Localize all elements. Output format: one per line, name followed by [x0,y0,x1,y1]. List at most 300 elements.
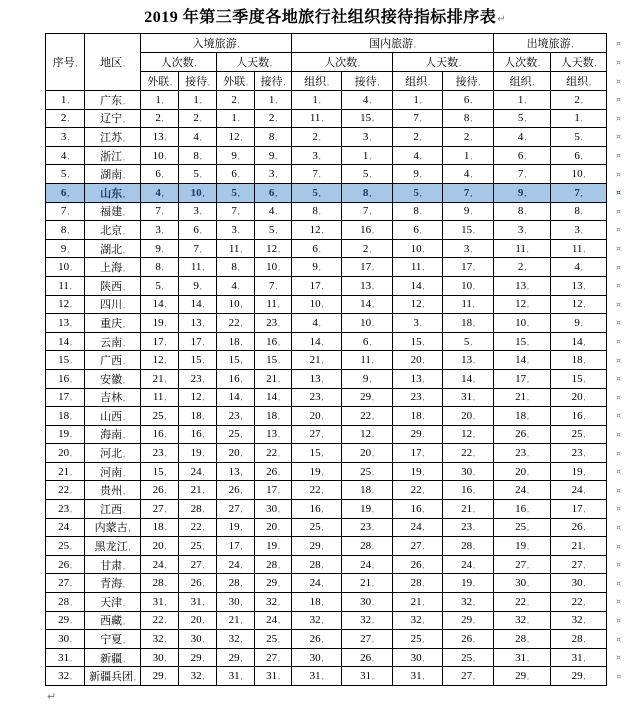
cell-mark: , [583,375,586,384]
cell-mark: , [372,654,374,663]
serial-cell: 14, [46,332,85,351]
cell-mark: , [278,357,280,366]
cell-mark: , [419,171,422,180]
rank-cell: 17, [255,481,292,500]
rank-cell: 30, [217,593,255,612]
rank-cell: 25, [494,518,551,537]
rank-cell: 29, [292,537,342,556]
rank-cell: 22, [342,407,393,426]
table-row [46,518,631,537]
cell-mark: , [70,319,72,328]
cell-mark: , [422,636,425,645]
cell-mark: , [527,543,529,552]
rank-cell: 3, [494,221,551,240]
cell-mark: , [202,636,205,645]
cell-mark: , [123,618,125,627]
cell-mark: , [237,171,240,180]
end-of-row-mark: ¤ [615,38,622,48]
cell-mark: , [524,171,527,180]
rank-cell: 16, [494,500,551,519]
rank-cell: 17, [494,369,551,388]
rank-cell: 31, [179,593,217,612]
rank-cell: 15, [494,332,551,351]
serial-cell: 2, [46,109,85,128]
rank-cell: 24, [292,574,342,593]
rank-cell: 9, [179,276,217,295]
cell-mark: , [123,599,125,608]
rank-cell: 17, [342,258,393,277]
cell-mark: , [327,79,329,87]
header-group-outbound: 出境旅游, [494,34,607,53]
cell-mark: , [422,598,425,607]
rank-cell: 12, [292,221,342,240]
rank-cell: 6, [342,332,393,351]
table-body [46,91,631,686]
cell-mark: , [422,431,425,440]
cell-mark: , [164,673,167,682]
cell-mark: , [278,654,280,663]
cell-mark: , [473,282,475,291]
cell-mark: , [473,431,475,440]
cell-mark: , [123,227,125,236]
rank-cell: 15, [292,444,342,463]
cell-mark: , [372,319,374,328]
cell-mark: , [583,171,586,180]
cell-mark: , [275,171,278,180]
cell-mark: , [202,189,205,198]
cell-mark: , [123,488,125,497]
cell-mark: , [278,524,280,533]
rank-cell: 31, [393,667,443,686]
region-cell: 海南, [85,425,141,444]
cell-mark: , [422,357,425,366]
cell-mark: , [69,282,72,291]
cell-mark: , [278,468,280,477]
cell-mark: , [580,152,583,161]
cell-mark: , [70,357,72,366]
serial-cell: 12, [46,295,85,314]
rank-cell: 7, [217,202,255,221]
rank-cell: 3, [393,314,443,333]
cell-mark: , [123,97,125,106]
serial-cell: 27, [46,574,85,593]
rank-cell: 31, [494,648,551,667]
rank-cell: 12, [494,295,551,314]
rank-cell: 32, [551,611,607,630]
rank-cell: 24, [217,555,255,574]
cell-mark: , [372,301,374,310]
ranking-table [45,33,631,686]
rank-cell: 18, [255,407,292,426]
cell-mark: , [321,561,324,570]
rank-cell: 12, [393,295,443,314]
cell-mark: , [473,226,475,235]
rank-cell: 7, [494,165,551,184]
cell-mark: , [70,301,72,310]
cell-mark: , [67,115,70,124]
serial-cell: 23, [46,500,85,519]
rank-cell: 10, [494,314,551,333]
end-of-row-mark: ¤ [615,504,622,514]
cell-mark: , [369,245,372,254]
rank-cell: 29, [443,611,494,630]
table-row [46,91,631,110]
cell-mark: , [202,264,205,273]
serial-cell: 1, [46,91,85,110]
cell-mark: , [202,450,205,459]
rank-cell: 14, [551,332,607,351]
rank-cell: 22, [443,444,494,463]
table-row [46,630,631,649]
end-of-row-mark: ¤ [615,522,622,532]
rank-cell: 26, [551,518,607,537]
cell-mark: , [75,60,78,68]
table-row [46,425,631,444]
end-of-row-mark: ¤ [615,560,622,570]
cell-mark: , [237,115,240,124]
end-of-row-mark: ¤ [615,262,622,272]
end-of-row-mark: ¤ [615,225,622,235]
cell-mark: , [275,133,278,142]
rank-cell: 25, [179,537,217,556]
cell-mark: , [583,636,586,645]
cell-mark: , [583,617,586,626]
rank-cell: 8, [393,202,443,221]
cell-mark: , [524,226,527,235]
cell-mark: , [128,544,131,553]
rank-cell: 15, [179,351,217,370]
cell-mark: , [473,468,475,477]
rank-cell: 23, [342,518,393,537]
cell-mark: , [473,673,475,682]
cell-mark: , [473,524,475,533]
rank-cell: 11, [292,109,342,128]
cell-mark: , [470,171,473,180]
cell-mark: , [240,505,243,514]
rank-cell: 9, [217,146,255,165]
rank-cell: 17, [393,444,443,463]
rank-cell: 17, [292,276,342,295]
rank-cell: 29, [141,667,179,686]
rank-cell: 23, [179,369,217,388]
cell-mark: , [202,338,205,347]
cell-mark: , [240,487,243,496]
serial-cell: 30, [46,630,85,649]
end-of-row-mark: ¤ [615,411,622,421]
cell-mark: , [275,152,278,161]
rank-cell: 30, [292,648,342,667]
region-cell: 江苏, [85,128,141,147]
cell-mark: , [123,246,125,255]
rank-cell: 32, [494,611,551,630]
cell-mark: , [161,226,164,235]
cell-mark: , [240,133,243,142]
cell-mark: , [422,282,425,291]
rank-cell: 14, [342,295,393,314]
cell-mark: , [571,41,574,49]
rank-cell: 6, [494,146,551,165]
cell-mark: , [583,561,586,570]
cell-mark: , [240,617,243,626]
region-cell: 黑龙江, [85,537,141,556]
rank-cell: 3, [255,165,292,184]
cell-mark: , [372,226,374,235]
cell-mark: , [470,208,473,217]
cell-mark: , [123,190,125,199]
rank-cell: 16, [443,481,494,500]
cell-mark: , [237,264,240,273]
cell-mark: , [208,79,210,87]
cell-mark: , [278,636,280,645]
rank-cell: 25, [342,462,393,481]
rank-cell: 28, [179,500,217,519]
cell-mark: , [321,338,324,347]
table-row [46,462,631,481]
rank-cell: 21, [342,574,393,593]
end-of-row-mark: ¤ [615,429,622,439]
cell-mark: , [372,505,374,514]
rank-cell: 19, [179,444,217,463]
region-cell: 广西, [85,351,141,370]
cell-mark: , [527,487,529,496]
end-of-row-mark: ¤ [615,392,622,402]
rank-cell: 32, [255,593,292,612]
rank-cell: 13, [393,369,443,388]
cell-mark: , [369,171,372,180]
cell-mark: , [583,301,586,310]
cell-mark: , [199,245,202,254]
rank-cell: 31, [217,667,255,686]
cell-mark: , [583,245,586,254]
region-cell: 重庆, [85,314,141,333]
rank-cell: 29, [179,648,217,667]
cell-mark: , [583,580,586,589]
cell-mark: , [422,487,425,496]
rank-cell: 5, [292,183,342,202]
table-row [46,537,631,556]
rank-cell: 30, [393,648,443,667]
cell-mark: , [318,319,321,328]
cell-mark: , [459,60,461,68]
table-row [46,555,631,574]
rank-cell: 4, [494,128,551,147]
header-metric: 外联, [217,72,255,91]
rank-cell: 12, [217,128,255,147]
cell-mark: , [202,468,205,477]
cell-mark: , [470,245,473,254]
table-row [46,109,631,128]
rank-cell: 20, [292,407,342,426]
rank-cell: 3, [141,221,179,240]
rank-cell: 24, [494,481,551,500]
header-metric: 接待, [342,72,393,91]
cell-mark: , [240,301,243,310]
cell-mark: , [161,282,164,291]
rank-cell: 30, [255,500,292,519]
cell-mark: , [419,208,422,217]
cell-mark: , [164,468,167,477]
cell-mark: , [67,96,70,105]
region-cell: 贵州, [85,481,141,500]
cell-mark: , [321,580,324,589]
rank-cell: 16, [551,407,607,426]
rank-cell: 15, [217,351,255,370]
table-row [46,314,631,333]
region-cell: 吉林, [85,388,141,407]
cell-mark: , [580,133,583,142]
cell-mark: , [372,282,374,291]
cell-mark: , [318,264,321,273]
cell-mark: , [369,375,372,384]
cell-mark: , [473,394,475,403]
rank-cell: 19, [141,314,179,333]
cell-mark: , [164,357,167,366]
cell-mark: , [372,412,374,421]
table-row [46,128,631,147]
cell-mark: , [372,580,374,589]
serial-cell: 15, [46,351,85,370]
rank-cell: 20, [551,388,607,407]
rank-cell: 16, [393,500,443,519]
rank-cell: 27, [217,500,255,519]
cell-mark: , [478,79,481,87]
serial-cell: 22, [46,481,85,500]
rank-cell: 23, [255,314,292,333]
cell-mark: , [583,654,586,663]
cell-mark: , [199,171,202,180]
rank-cell: 21, [443,500,494,519]
region-cell: 西藏, [85,611,141,630]
rank-cell: 30, [494,574,551,593]
rank-cell: 19, [217,518,255,537]
cell-mark: , [472,301,475,310]
cell-mark: , [202,394,205,403]
cell-mark: , [194,60,197,68]
cell-mark: , [527,357,529,366]
rank-cell: 1, [255,91,292,110]
cell-mark: , [278,264,280,273]
end-of-row-mark: ¤ [615,281,622,291]
cell-mark: , [583,338,586,347]
end-of-row-mark: ¤ [616,671,622,681]
cell-mark: , [240,450,243,459]
rank-cell: 27, [342,630,393,649]
cell-mark: , [473,636,475,645]
cell-mark: , [202,561,205,570]
cell-mark: , [473,543,475,552]
rank-cell: 9, [141,239,179,258]
cell-mark: , [70,654,72,663]
rank-cell: 16, [342,221,393,240]
rank-cell: 28, [494,630,551,649]
rank-cell: 25, [255,630,292,649]
cell-mark: , [321,673,324,682]
cell-mark: , [473,264,475,273]
end-of-row-mark: ¤ [615,597,622,607]
cell-mark: , [123,376,125,385]
cell-mark: , [589,79,591,87]
rank-cell: 14, [217,388,255,407]
cell-mark: , [524,152,527,161]
rank-cell: 10, [443,276,494,295]
paragraph-return-mark: ↵ [497,14,506,25]
region-cell: 天津, [85,593,141,612]
rank-cell: 16, [141,425,179,444]
rank-cell: 27, [393,537,443,556]
end-of-row-mark: ¤ [615,337,622,347]
cell-mark: , [372,394,374,403]
rank-cell: 20, [255,518,292,537]
rank-cell: 18, [217,332,255,351]
cell-mark: , [134,674,136,683]
cell-mark: , [275,226,278,235]
rank-cell: 8, [551,202,607,221]
cell-mark: , [237,226,240,235]
rank-cell: 29, [217,648,255,667]
cell-mark: , [202,487,205,496]
rank-cell: 7, [393,109,443,128]
rank-cell: 4, [551,258,607,277]
rank-cell: 32, [393,611,443,630]
cell-mark: , [161,96,164,105]
cell-mark: , [473,375,475,384]
rank-cell: 23, [393,388,443,407]
region-cell: 安徽, [85,369,141,388]
rank-cell: 14, [292,332,342,351]
rank-cell: 4, [255,202,292,221]
rank-cell: 8, [494,202,551,221]
rank-cell: 15, [443,221,494,240]
cell-mark: , [278,505,280,514]
cell-mark: , [532,79,535,87]
header-outbound-person-times: 人次数, [494,53,551,72]
cell-mark: , [123,506,125,515]
cell-mark: , [321,543,324,552]
region-cell: 湖北, [85,239,141,258]
cell-mark: , [318,152,321,161]
cell-mark: , [473,654,475,663]
rank-cell: 27, [179,555,217,574]
rank-cell: 6, [217,165,255,184]
rank-cell: 17, [141,332,179,351]
cell-mark: , [369,208,372,217]
rank-cell: 21, [141,369,179,388]
rank-cell: 19, [443,574,494,593]
serial-cell: 17, [46,388,85,407]
cell-mark: , [583,543,586,552]
end-of-row-mark: ¤ [615,467,622,477]
rank-cell: 3, [292,146,342,165]
cell-mark: , [422,375,425,384]
rank-cell: 18, [443,314,494,333]
region-cell: 浙江, [85,146,141,165]
cell-mark: , [321,468,324,477]
rank-cell: 22, [141,611,179,630]
rank-cell: 21, [217,611,255,630]
table-row [46,295,631,314]
cell-mark: , [164,617,167,626]
rank-cell: 6, [551,146,607,165]
rank-cell: 24, [141,555,179,574]
cell-mark: , [371,357,374,366]
cell-mark: , [527,431,529,440]
cell-mark: , [202,543,205,552]
rank-cell: 5, [141,276,179,295]
cell-mark: , [318,189,321,198]
rank-cell: 1, [494,91,551,110]
cell-mark: , [70,431,72,440]
header-metric: 组织, [551,72,607,91]
